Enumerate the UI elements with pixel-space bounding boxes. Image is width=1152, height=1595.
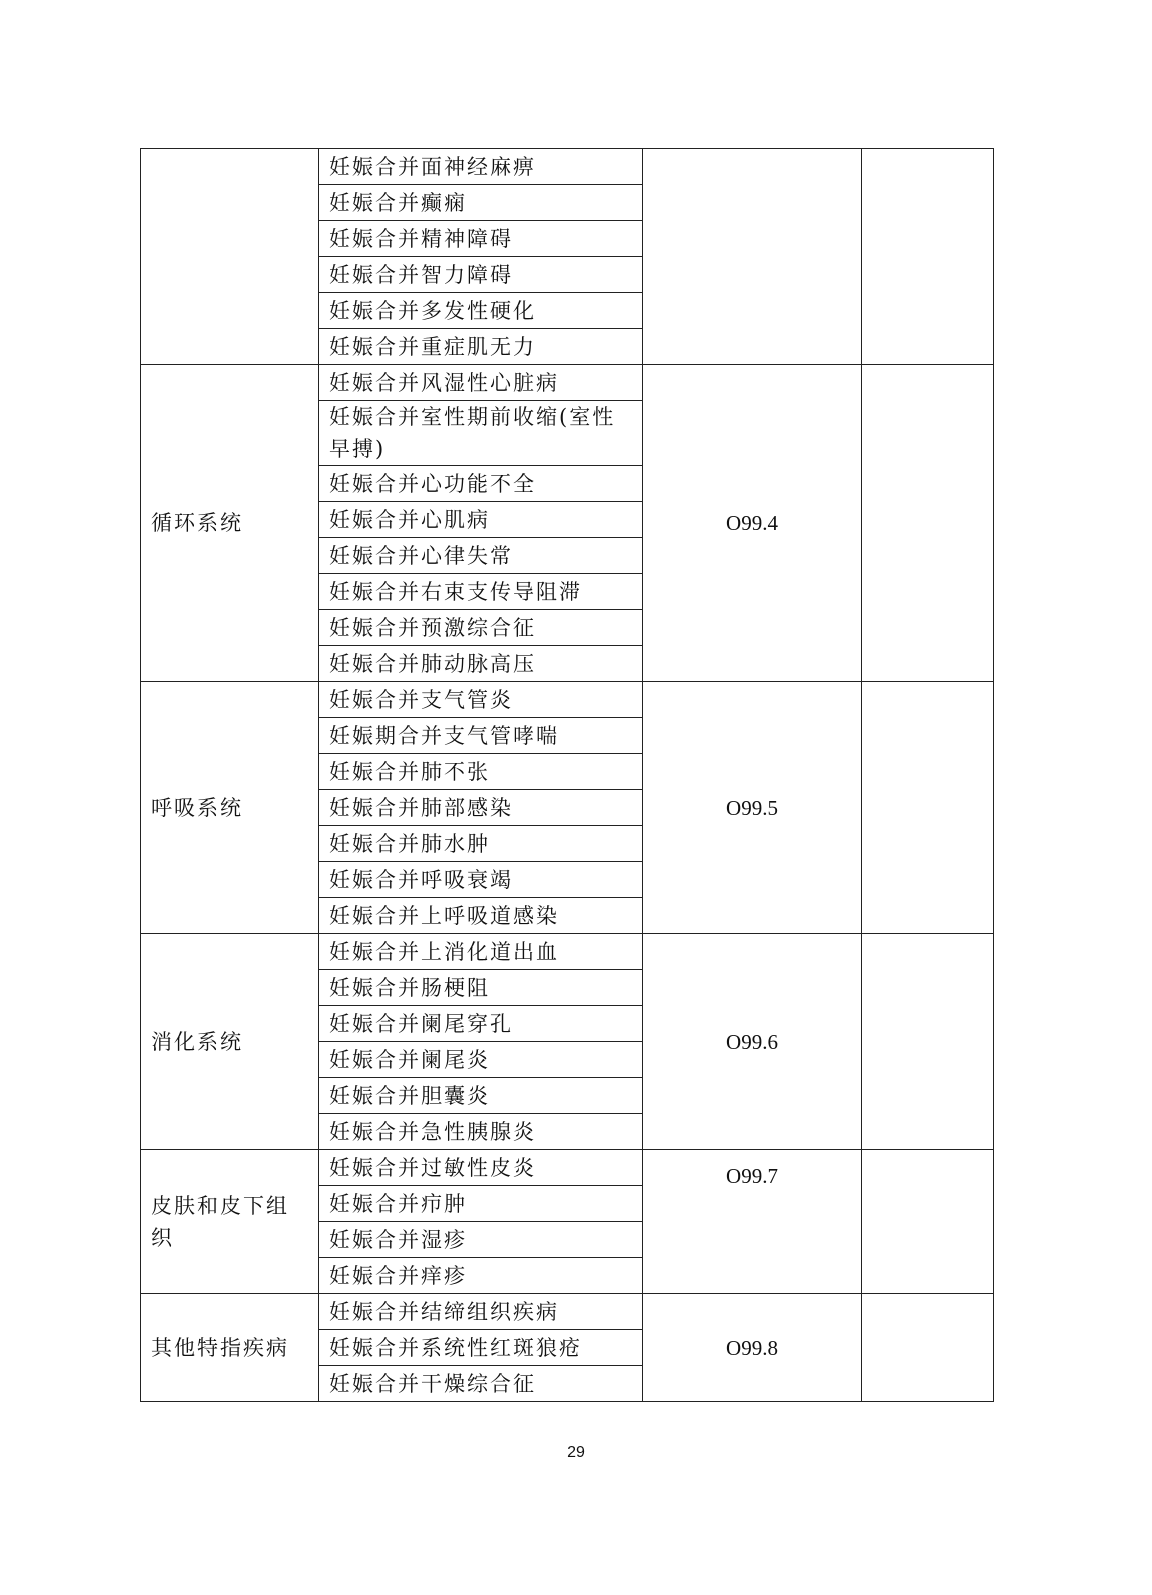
disease-item: 妊娠合并肺水肿 <box>319 826 643 862</box>
icd-code-cell: O99.7 <box>643 1150 862 1294</box>
empty-cell <box>862 149 994 365</box>
disease-item: 妊娠合并心肌病 <box>319 502 643 538</box>
category-label: 皮肤和皮下组织 <box>151 1193 289 1250</box>
category-cell <box>141 1294 319 1402</box>
category-label: 其他特指疾病 <box>151 1335 289 1360</box>
disease-item: 妊娠合并阑尾穿孔 <box>319 1006 643 1042</box>
category-cell <box>141 1150 319 1294</box>
disease-item: 妊娠合并干燥综合征 <box>319 1366 643 1402</box>
disease-item: 妊娠合并胆囊炎 <box>319 1078 643 1114</box>
table-row <box>141 682 994 718</box>
disease-item: 妊娠合并面神经麻痹 <box>319 149 643 185</box>
icd-code-cell: O99.8 <box>643 1294 862 1402</box>
table-row <box>141 1150 994 1186</box>
disease-item: 妊娠合并痒疹 <box>319 1258 643 1294</box>
disease-item: 妊娠合并智力障碍 <box>319 257 643 293</box>
disease-item: 妊娠合并重症肌无力 <box>319 329 643 365</box>
category-label: 呼吸系统 <box>151 795 243 820</box>
disease-item: 妊娠合并系统性红斑狼疮 <box>319 1330 643 1366</box>
icd-code-cell: O99.4 <box>643 365 862 682</box>
disease-item: 妊娠合并湿疹 <box>319 1222 643 1258</box>
table-row <box>141 149 994 185</box>
icd-code-cell: O99.5 <box>643 682 862 934</box>
disease-item: 妊娠合并预激综合征 <box>319 610 643 646</box>
disease-item: 妊娠合并支气管炎 <box>319 682 643 718</box>
disease-item: 妊娠合并呼吸衰竭 <box>319 862 643 898</box>
empty-cell <box>862 682 994 934</box>
page-number: 29 <box>567 1444 585 1461</box>
empty-cell <box>862 934 994 1150</box>
empty-cell <box>862 365 994 682</box>
disease-item: 妊娠合并肺不张 <box>319 754 643 790</box>
table-row <box>141 365 994 401</box>
disease-item: 妊娠合并精神障碍 <box>319 221 643 257</box>
disease-item: 妊娠合并心功能不全 <box>319 466 643 502</box>
table-row <box>141 934 994 970</box>
disease-item: 妊娠合并过敏性皮炎 <box>319 1150 643 1186</box>
category-cell <box>141 149 319 365</box>
disease-table <box>140 148 994 1402</box>
table-row <box>141 1294 994 1330</box>
disease-item: 妊娠合并疖肿 <box>319 1186 643 1222</box>
disease-item: 妊娠期合并支气管哮喘 <box>319 718 643 754</box>
disease-item: 妊娠合并右束支传导阻滞 <box>319 574 643 610</box>
disease-item: 妊娠合并急性胰腺炎 <box>319 1114 643 1150</box>
category-cell <box>141 365 319 682</box>
disease-item: 妊娠合并上呼吸道感染 <box>319 898 643 934</box>
disease-item: 妊娠合并心律失常 <box>319 538 643 574</box>
category-cell <box>141 682 319 934</box>
disease-item: 妊娠合并癫痫 <box>319 185 643 221</box>
category-cell <box>141 934 319 1150</box>
disease-item: 妊娠合并肺部感染 <box>319 790 643 826</box>
disease-item: 妊娠合并上消化道出血 <box>319 934 643 970</box>
category-label: 消化系统 <box>151 1029 243 1054</box>
empty-cell <box>862 1294 994 1402</box>
empty-cell <box>862 1150 994 1294</box>
disease-item: 妊娠合并肠梗阻 <box>319 970 643 1006</box>
icd-code-cell: O99.6 <box>643 934 862 1150</box>
disease-item: 妊娠合并室性期前收缩(室性早搏) <box>319 401 643 466</box>
disease-item: 妊娠合并多发性硬化 <box>319 293 643 329</box>
category-label: 循环系统 <box>151 511 243 535</box>
disease-item: 妊娠合并阑尾炎 <box>319 1042 643 1078</box>
icd-code-cell <box>643 149 862 365</box>
disease-item: 妊娠合并风湿性心脏病 <box>319 365 643 401</box>
disease-item: 妊娠合并结缔组织疾病 <box>319 1294 643 1330</box>
disease-item: 妊娠合并肺动脉高压 <box>319 646 643 682</box>
